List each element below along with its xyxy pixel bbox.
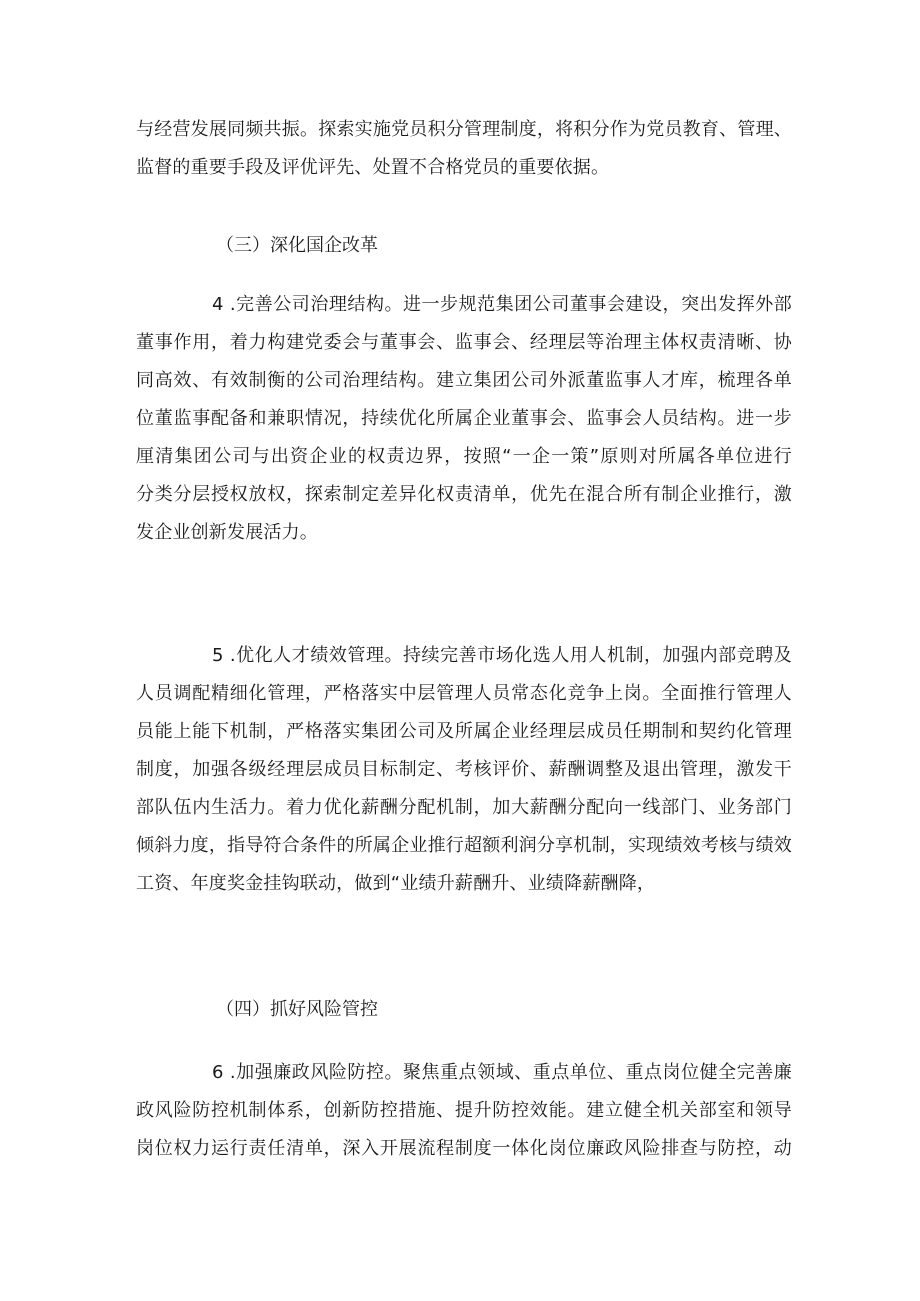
text-line: 人员调配精细化管理，严格落实中层管理人员常态化竞争上岗。全面推行管理人 [136,683,792,704]
section-heading-3: （三）深化国企改革 [216,235,378,256]
paragraph-item-6 [136,1054,792,1168]
text-line: 工资、年度奖金挂钩联动，做到“业绩升薪酬升、业绩降薪酬降， [136,873,656,894]
text-line: 分类分层授权放权，探索制定差异化权责清单，优先在混合所有制企业推行，激 [136,484,792,505]
text-line: 发企业创新发展活力。 [136,522,318,543]
section-heading-4: （四）抓好风险管控 [216,999,378,1020]
text-line: 员能上能下机制，严格落实集团公司及所属企业经理层成员任期制和契约化管理 [136,721,792,742]
text-line: 部队伍内生活力。着力优化薪酬分配机制，加大薪酬分配向一线部门、业务部门 [136,797,792,818]
text-line: 政风险防控机制体系，创新防控措施、提升防控效能。建立健全机关部室和领导 [136,1100,792,1121]
text-line: 6 .加强廉政风险防控。聚焦重点领域、重点单位、重点岗位健全完善廉 [212,1062,792,1083]
text-line: 与经营发展同频共振。探索实施党员积分管理制度，将积分作为党员教育、管理、 [136,119,792,140]
text-line: 5 .优化人才绩效管理。持续完善市场化选人用人机制，加强内部竞聘及 [212,645,792,666]
text-line: 4 .完善公司治理结构。进一步规范集团公司董事会建设，突出发挥外部 [212,294,792,315]
text-line: 岗位权力运行责任清单，深入开展流程制度一体化岗位廉政风险排查与防控，动 [136,1138,792,1159]
paragraph-item-5 [136,637,792,903]
text-line: 监督的重要手段及评优评先、处置不合格党员的重要依据。 [136,157,610,178]
text-line: 制度，加强各级经理层成员目标制定、考核评价、薪酬调整及退出管理，激发干 [136,759,792,780]
text-line: 倾斜力度，指导符合条件的所属企业推行超额利润分享机制，实现绩效考核与绩效 [136,835,792,856]
text-line: 同高效、有效制衡的公司治理结构。建立集团公司外派董监事人才库，梳理各单 [136,370,792,391]
text-line: 厘清集团公司与出资企业的权责边界，按照“一企一策”原则对所属各单位进行 [136,446,792,467]
paragraph-party-points [136,111,792,187]
paragraph-item-4 [136,286,792,552]
text-line: 位董监事配备和兼职情况，持续优化所属企业董事会、监事会人员结构。进一步 [136,408,792,429]
text-line: 董事作用，着力构建党委会与董事会、监事会、经理层等治理主体权责清晰、协 [136,332,792,353]
